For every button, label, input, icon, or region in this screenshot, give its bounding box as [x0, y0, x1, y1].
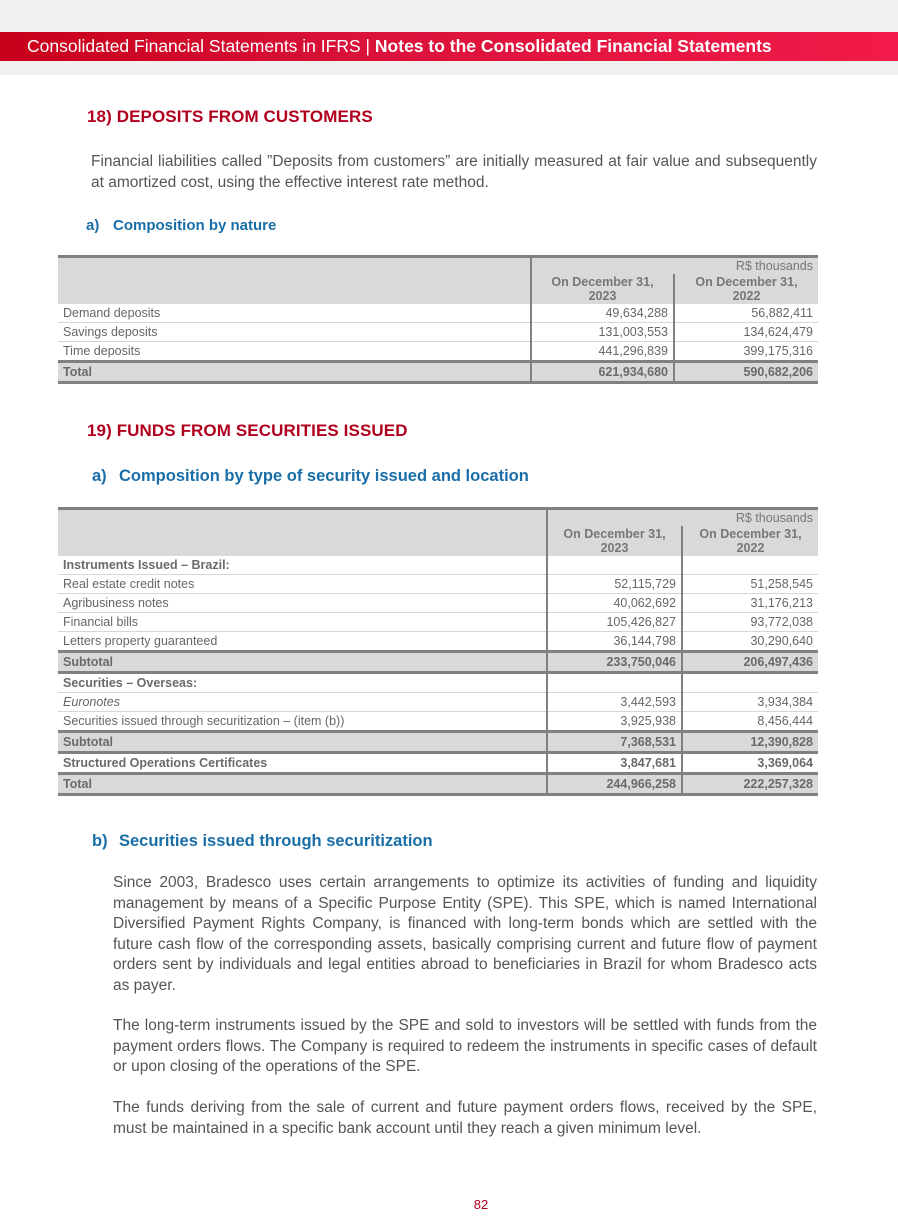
row-label: Real estate credit notes — [58, 575, 547, 594]
row-label: Euronotes — [58, 693, 547, 712]
section-19b-title: Securities issued through securitization — [119, 832, 433, 850]
value-2022: 399,175,316 — [674, 342, 818, 362]
column-header-2023: On December 31, 2023 — [531, 274, 674, 304]
value-2023 — [547, 556, 682, 575]
page-number: 82 — [473, 1197, 489, 1212]
total-row — [58, 774, 818, 795]
column-header-2023: On December 31, 2023 — [547, 526, 682, 556]
securitization-paragraph-3: The funds deriving from the sale of current and future payment orders flows, received by the SPE, must be maintained in a specific bank account until they reach a given minimum level. — [113, 1099, 817, 1137]
securitization-paragraph-1: Since 2003, Bradesco uses certain arrangements to optimize its activities of funding and liquidity management by means of a Specific Purpose Entity (SPE). This SPE, which is named International Diversified Payment Rights Company, is financed with long-term bonds which are settled with the future cash flow of the corresponding assets, basically comprising current and future flow of payment orders sent by individuals and legal entities abroad to beneficiaries in Brazil for whom Bradesco acts as payer. — [113, 874, 817, 994]
subtotal-row-overseas — [58, 732, 818, 753]
subtotal-2022: 206,497,436 — [682, 652, 818, 673]
section-19a-heading — [92, 467, 529, 486]
table-row — [58, 342, 818, 362]
value-2022: 134,624,479 — [674, 323, 818, 342]
value-2022: 3,934,384 — [682, 693, 818, 712]
header-blank-cell — [58, 257, 531, 305]
subtotal-row-brazil — [58, 652, 818, 673]
section-19a-title: Composition by type of security issued and location — [119, 467, 529, 485]
section-18a-label: a) — [86, 217, 100, 234]
header-document-title: Consolidated Financial Statements in IFRS | — [27, 36, 375, 56]
value-2023: 441,296,839 — [531, 342, 674, 362]
value-2022: 51,258,545 — [682, 575, 818, 594]
column-header-2022: On December 31, 2022 — [682, 526, 818, 556]
value-2023: 40,062,692 — [547, 594, 682, 613]
value-2023: 36,144,798 — [547, 632, 682, 652]
group-heading-brazil — [58, 556, 818, 575]
total-2023: 244,966,258 — [547, 774, 682, 795]
value-2023: 3,925,938 — [547, 712, 682, 732]
section-19a-label: a) — [92, 467, 107, 485]
value-2023: 131,003,553 — [531, 323, 674, 342]
value-2022 — [682, 673, 818, 693]
total-2023: 621,934,680 — [531, 362, 674, 383]
row-label: Securities issued through securitization – (item (b)) — [58, 712, 547, 732]
table-header-units-row — [58, 257, 818, 275]
total-label: Total — [58, 362, 531, 383]
securitization-paragraph-2: The long-term instruments issued by the SPE and sold to investors will be settled with funds from the payment orders flows. The Company is required to redeem the instruments in specific cases of default or upon closing of the operations of the SPE. — [113, 1017, 817, 1075]
section-19-title: 19) FUNDS FROM SECURITIES ISSUED — [87, 421, 408, 440]
row-label: Agribusiness notes — [58, 594, 547, 613]
value-2022 — [682, 556, 818, 575]
row-label: Structured Operations Certificates — [58, 753, 547, 774]
subtotal-2023: 7,368,531 — [547, 732, 682, 753]
value-2023: 105,426,827 — [547, 613, 682, 632]
value-2023: 3,442,593 — [547, 693, 682, 712]
table-row — [58, 304, 818, 323]
structured-operations-row — [58, 753, 818, 774]
total-2022: 222,257,328 — [682, 774, 818, 795]
value-2022: 30,290,640 — [682, 632, 818, 652]
table-row — [58, 712, 818, 732]
subtotal-label: Subtotal — [58, 732, 547, 753]
header-blank-cell — [58, 509, 547, 557]
row-label: Letters property guaranteed — [58, 632, 547, 652]
table-row — [58, 632, 818, 652]
value-2023 — [547, 673, 682, 693]
column-header-2022: On December 31, 2022 — [674, 274, 818, 304]
table-row — [58, 613, 818, 632]
section-19b-heading — [92, 832, 433, 851]
table-header-units-row — [58, 509, 818, 527]
section-18a-title: Composition by nature — [113, 217, 277, 234]
row-label: Savings deposits — [58, 323, 531, 342]
value-2022: 8,456,444 — [682, 712, 818, 732]
subtotal-label: Subtotal — [58, 652, 547, 673]
table-row — [58, 323, 818, 342]
header-section-title: Notes to the Consolidated Financial Statements — [374, 36, 772, 56]
total-label: Total — [58, 774, 547, 795]
value-2023: 52,115,729 — [547, 575, 682, 594]
subtotal-2023: 233,750,046 — [547, 652, 682, 673]
table-row — [58, 693, 818, 712]
row-label: Securities – Overseas: — [58, 673, 547, 693]
value-2023: 3,847,681 — [547, 753, 682, 774]
units-label: R$ thousands — [531, 257, 818, 275]
value-2022: 56,882,411 — [674, 304, 818, 323]
table-row — [58, 594, 818, 613]
row-label: Financial bills — [58, 613, 547, 632]
section-18a-heading — [86, 217, 276, 234]
row-label: Demand deposits — [58, 304, 531, 323]
total-row — [58, 362, 818, 383]
deposits-table — [58, 255, 818, 384]
securities-table — [58, 507, 818, 796]
value-2022: 3,369,064 — [682, 753, 818, 774]
value-2022: 93,772,038 — [682, 613, 818, 632]
row-label: Instruments Issued – Brazil: — [58, 556, 547, 575]
value-2022: 31,176,213 — [682, 594, 818, 613]
units-label: R$ thousands — [547, 509, 818, 527]
subtotal-2022: 12,390,828 — [682, 732, 818, 753]
row-label: Time deposits — [58, 342, 531, 362]
header-banner — [0, 32, 898, 61]
group-heading-overseas — [58, 673, 818, 693]
section-19b-label: b) — [92, 832, 108, 850]
section-18-title: 18) DEPOSITS FROM CUSTOMERS — [87, 107, 373, 126]
value-2023: 49,634,288 — [531, 304, 674, 323]
table-row — [58, 575, 818, 594]
total-2022: 590,682,206 — [674, 362, 818, 383]
section-18-intro: Financial liabilities called ”Deposits from customers” are initially measured at fair value and subsequently at amortized cost, using the effective interest rate method. — [91, 153, 817, 191]
